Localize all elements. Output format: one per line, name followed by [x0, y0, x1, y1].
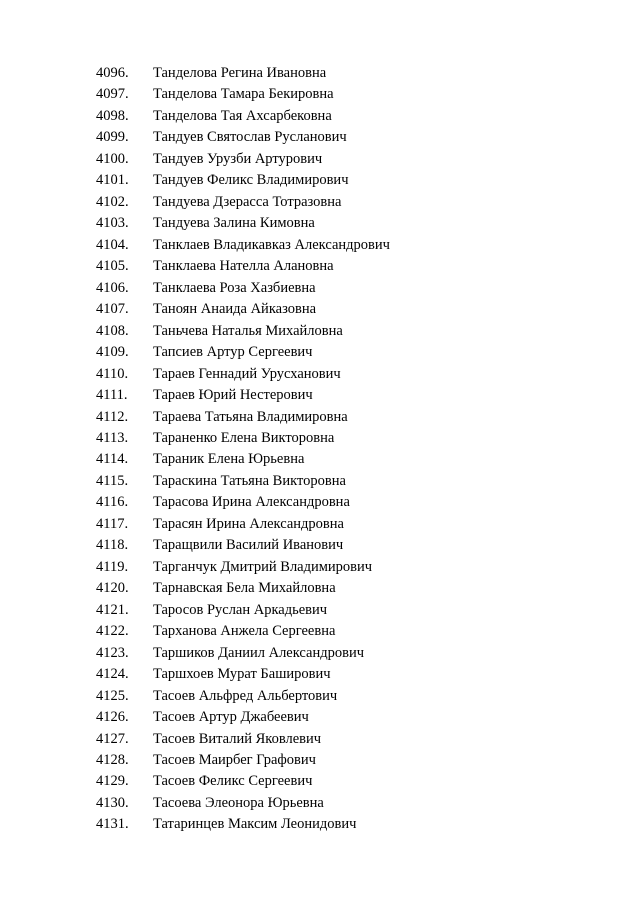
- entry-number: 4104.: [96, 236, 129, 253]
- entry-name: Таросов Руслан Аркадьевич: [153, 601, 328, 618]
- list-item: [96, 106, 390, 127]
- entry-name: Тараева Татьяна Владимировна: [153, 408, 348, 425]
- entry-number: 4109.: [96, 344, 129, 361]
- entry-number: 4129.: [96, 773, 129, 790]
- entry-number: 4106.: [96, 279, 129, 296]
- entry-name: Таращвили Василий Иванович: [153, 537, 344, 554]
- list-item: [96, 170, 390, 191]
- entry-name: Тарасян Ирина Александровна: [153, 515, 344, 532]
- entry-number: 4107.: [96, 301, 129, 318]
- entry-number: 4101.: [96, 172, 129, 189]
- entry-number: 4122.: [96, 623, 129, 640]
- list-item: [96, 793, 390, 814]
- entry-number: 4113.: [96, 429, 129, 446]
- entry-name: Танделова Регина Ивановна: [153, 65, 327, 81]
- entry-name: Танклаев Владикавказ Александрович: [153, 236, 390, 253]
- list-item: [96, 385, 390, 406]
- list-item: [96, 342, 390, 363]
- entry-number: 4100.: [96, 150, 129, 167]
- entry-number: 4114.: [96, 451, 129, 468]
- list-item: [96, 192, 390, 213]
- list-item: [96, 407, 390, 428]
- list-item: [96, 771, 390, 792]
- list-item: [96, 449, 390, 470]
- entry-name: Тасоев Альфред Альбертович: [153, 687, 338, 704]
- list-item: [96, 514, 390, 535]
- list-item: [96, 127, 390, 148]
- entry-number: 4098.: [96, 107, 129, 124]
- list-item: [96, 149, 390, 170]
- list-item: [96, 600, 390, 621]
- list-item: [96, 213, 390, 234]
- list-item: [96, 235, 390, 256]
- entry-number: 4120.: [96, 580, 129, 597]
- entry-number: 4096.: [96, 65, 129, 81]
- entry-name: Тарганчук Дмитрий Владимирович: [153, 558, 373, 575]
- list-item: [96, 643, 390, 664]
- entry-number: 4099.: [96, 129, 129, 146]
- entry-number: 4127.: [96, 730, 129, 747]
- entry-name: Тандуев Урузби Артурович: [153, 150, 323, 167]
- entry-name: Танклаева Роза Хазбиевна: [153, 279, 316, 296]
- entry-name: Танделова Тая Ахсарбековна: [153, 107, 332, 124]
- list-item: [96, 428, 390, 449]
- entry-name: Тасоев Виталий Яковлевич: [153, 730, 322, 747]
- entry-number: 4116.: [96, 494, 129, 511]
- entry-name: Татаринцев Максим Леонидович: [153, 816, 357, 833]
- entry-name: Тасоев Феликс Сергеевич: [153, 773, 313, 790]
- entry-name: Тараев Геннадий Урусханович: [153, 365, 341, 382]
- entry-name: Тапсиев Артур Сергеевич: [153, 344, 313, 361]
- entry-number: 4115.: [96, 472, 129, 489]
- entry-number: 4097.: [96, 86, 129, 103]
- list-item: [96, 750, 390, 771]
- list-item: [96, 299, 390, 320]
- list-item: [96, 492, 390, 513]
- entry-number: 4124.: [96, 666, 129, 683]
- list-item: [96, 557, 390, 578]
- name-list: [96, 63, 390, 836]
- entry-name: Тандуева Залина Кимовна: [153, 215, 315, 232]
- entry-name: Танделова Тамара Бекировна: [153, 86, 334, 103]
- list-item: [96, 578, 390, 599]
- entry-number: 4119.: [96, 558, 129, 575]
- entry-number: 4110.: [96, 365, 129, 382]
- entry-name: Тасоев Артур Джабеевич: [153, 709, 309, 726]
- list-item: [96, 664, 390, 685]
- entry-name: Тараев Юрий Нестерович: [153, 387, 313, 404]
- list-item: [96, 686, 390, 707]
- entry-name: Тасоев Маирбег Графович: [153, 752, 316, 768]
- entry-number: 4105.: [96, 258, 129, 275]
- entry-number: 4121.: [96, 601, 129, 618]
- entry-name: Тасоева Элеонора Юрьевна: [153, 794, 324, 811]
- entry-name: Тарнавская Бела Михайловна: [153, 580, 336, 597]
- entry-name: Тандуев Феликс Владимирович: [153, 172, 349, 189]
- entry-number: 4111.: [96, 387, 128, 404]
- entry-number: 4117.: [96, 515, 129, 532]
- entry-number: 4125.: [96, 687, 129, 704]
- entry-number: 4130.: [96, 794, 129, 811]
- list-item: [96, 621, 390, 642]
- entry-name: Тараненко Елена Викторовна: [153, 429, 335, 446]
- list-item: [96, 814, 390, 835]
- entry-name: Таршхоев Мурат Баширович: [153, 666, 331, 683]
- list-item: [96, 278, 390, 299]
- entry-number: 4126.: [96, 709, 129, 726]
- entry-number: 4118.: [96, 537, 129, 554]
- entry-number: 4112.: [96, 408, 129, 425]
- entry-number: 4131.: [96, 816, 129, 833]
- entry-number: 4103.: [96, 215, 129, 232]
- entry-name: Таршиков Даниил Александрович: [153, 644, 365, 661]
- entry-number: 4108.: [96, 322, 129, 339]
- list-item: [96, 729, 390, 750]
- entry-name: Тандуев Святослав Русланович: [153, 129, 347, 146]
- list-item: [96, 707, 390, 728]
- entry-name: Тарасова Ирина Александровна: [153, 494, 350, 511]
- entry-number: 4102.: [96, 193, 129, 210]
- list-item: [96, 535, 390, 556]
- entry-number: 4128.: [96, 752, 129, 768]
- entry-name: Таньчева Наталья Михайловна: [153, 322, 343, 339]
- entry-name: Тарханова Анжела Сергеевна: [153, 623, 336, 640]
- list-item: [96, 256, 390, 277]
- list-item: [96, 471, 390, 492]
- entry-name: Тараник Елена Юрьевна: [153, 451, 305, 468]
- entry-name: Таноян Анаида Айказовна: [153, 301, 317, 318]
- list-item: [96, 63, 390, 84]
- list-item: [96, 84, 390, 105]
- entry-name: Танклаева Нателла Алановна: [153, 258, 334, 275]
- entry-number: 4123.: [96, 644, 129, 661]
- list-item: [96, 321, 390, 342]
- list-item: [96, 364, 390, 385]
- entry-name: Тандуева Дзерасса Тотразовна: [153, 193, 342, 210]
- entry-name: Тараскина Татьяна Викторовна: [153, 472, 346, 489]
